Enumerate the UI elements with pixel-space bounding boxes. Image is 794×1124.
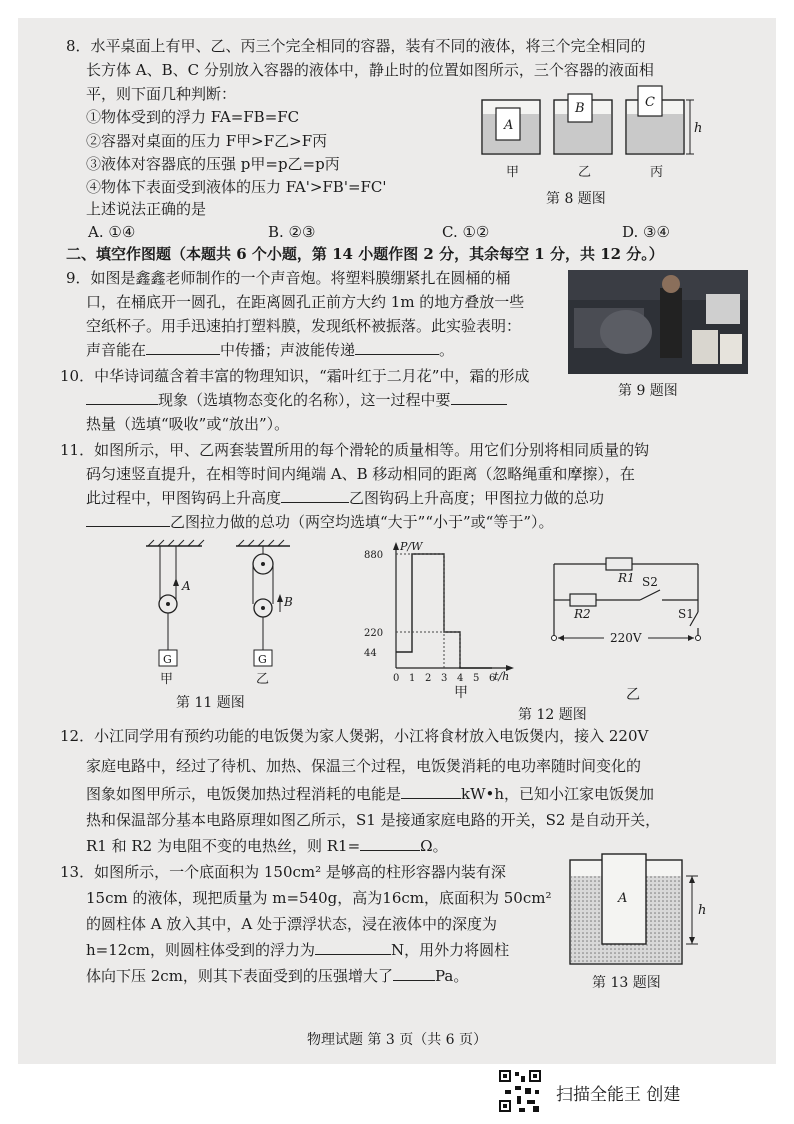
q12-text-c: R1 和 R2 为电阻不变的电热丝，则 R1= — [86, 837, 361, 855]
label-jia: 甲 — [506, 165, 520, 180]
switch-s2 — [640, 590, 660, 600]
q8-line3: 平，则下面几种判断： — [86, 85, 237, 103]
r1-label: R1 — [618, 571, 635, 585]
q9-text-a: 声音能在 — [86, 341, 147, 359]
q12-text-b: kW•h，已知小江家电饭煲加 — [461, 785, 655, 803]
label-a: A — [182, 579, 191, 593]
q8-line1: 8．水平桌面上有甲、乙、丙三个完全相同的容器，装有不同的液体，将三个完全相同的 — [66, 37, 646, 55]
s2-label: S2 — [642, 575, 658, 589]
y-axis-label: P/W — [400, 540, 423, 553]
q8-statement-3: ③液体对容器底的压强 p甲=p乙=p丙 — [86, 155, 340, 173]
q11-blank-1[interactable] — [281, 488, 349, 503]
x-tick-label: 6 — [489, 673, 496, 684]
x-tick-label: 3 — [441, 673, 448, 684]
qr-code-icon — [497, 1068, 547, 1114]
resistor-r1 — [606, 558, 632, 570]
q8-option-b: B. ②③ — [268, 223, 316, 241]
q12-blank-1[interactable] — [401, 784, 461, 799]
x-tick-label: 2 — [425, 673, 432, 684]
q11-line3 — [86, 488, 604, 508]
q11-line4 — [86, 512, 554, 532]
q11-text-b: 乙图钩码上升高度；甲图拉力做的总功 — [349, 489, 605, 507]
q8-figure-caption: 第 8 题图 — [546, 191, 606, 207]
q13-line2: 15cm 的液体，现把质量为 m=540g，高为16cm，底面积为 50cm² — [86, 889, 552, 907]
q12-blank-2[interactable] — [360, 836, 420, 851]
y-tick-label: 220 — [364, 628, 384, 639]
q9-blank-1[interactable] — [146, 340, 220, 355]
label-b: B — [284, 595, 293, 609]
q9-line4 — [86, 340, 454, 360]
q12-label-yi: 乙 — [626, 687, 640, 703]
q12-line3 — [86, 784, 654, 804]
q13-text-b: N，用外力将圆柱 — [390, 941, 510, 959]
label-bing: 丙 — [650, 165, 664, 180]
q8-option-a: A. ①④ — [88, 223, 136, 241]
q13-figure — [566, 852, 726, 970]
q11-figure-caption: 第 11 题图 — [176, 695, 245, 711]
q9-text-b: 中传播；声波能传递 — [220, 341, 356, 359]
x-tick-label: 0 — [393, 673, 400, 684]
q13-blank-1[interactable] — [315, 940, 391, 955]
q8-figure — [478, 84, 708, 184]
q9-line1: 9．如图是鑫鑫老师制作的一个声音炮。将塑料膜绷紧扎在圆桶的桶 — [66, 269, 511, 287]
q11-blank-2[interactable] — [86, 512, 170, 527]
q11-text-c: 乙图拉力做的总功（两空均选填“大于”“小于”或“等于”）。 — [170, 513, 554, 531]
resistor-r2 — [570, 594, 596, 606]
q12-figure-caption: 第 12 题图 — [518, 707, 587, 723]
q10-blank-1[interactable] — [86, 390, 158, 405]
q12-line4: 热和保温部分基本电路原理如图乙所示，S1 是接通家庭电路的开关，S2 是自动开关， — [86, 811, 661, 829]
x-tick-label: 4 — [457, 673, 464, 684]
label-jia-fig11: 甲 — [160, 672, 174, 687]
q13-figure-caption: 第 13 题图 — [592, 975, 661, 991]
block-a-label: A — [504, 118, 514, 133]
q9-blank-2[interactable] — [355, 340, 439, 355]
q9-text-c: 。 — [439, 341, 455, 359]
page-footer: 物理试题 第 3 页（共 6 页） — [306, 1032, 488, 1048]
q13-line5 — [86, 966, 468, 986]
cylinder-a-label: A — [618, 891, 628, 906]
q9-line3: 空纸杯子。用手迅速拍打塑料膜，发现纸杯被振落。此实验表明： — [86, 317, 522, 335]
q10-line2 — [86, 390, 507, 410]
q8-prompt: 上述说法正确的是 — [86, 200, 207, 218]
q10-line3: 热量（选填“吸收”或“放出”）。 — [86, 415, 290, 433]
weight-jia-label: G — [163, 653, 172, 666]
q11-text-a: 此过程中，甲图钩码上升高度 — [86, 489, 282, 507]
x-tick-label: 5 — [473, 673, 480, 684]
q11-figure — [138, 538, 308, 688]
q12-line2: 家庭电路中，经过了待机、加热、保温三个过程，电饭煲消耗的电功率随时间变化的 — [86, 757, 642, 775]
x-tick-label: 1 — [409, 673, 416, 684]
q13-line4 — [86, 940, 509, 960]
weight-yi-label: G — [258, 653, 267, 666]
q8-statement-1: ①物体受到的浮力 FA=FB=FC — [86, 108, 300, 126]
q12-label-jia: 甲 — [454, 685, 468, 701]
block-b-label: B — [575, 101, 585, 116]
q10-line1: 10．中华诗词蕴含着丰富的物理知识，“霜叶红于二月花”中，霜的形成 — [60, 367, 530, 385]
q13-line3: 的圆柱体 A 放入其中，A 处于漂浮状态，浸在液体中的深度为 — [86, 915, 497, 933]
q8-statement-4: ④物体下表面受到液体的压力 FA'>FB'=FC' — [86, 178, 387, 196]
q11-line1: 11．如图所示，甲、乙两套装置所用的每个滑轮的质量相等。用它们分别将相同质量的钩 — [60, 441, 650, 459]
y-tick-label: 880 — [364, 550, 384, 561]
q13-text-d: Pa。 — [434, 967, 469, 985]
q11-line2: 码匀速竖直提升，在相等时间内绳端 A、B 移动相同的距离（忽略绳重和摩擦），在 — [86, 465, 635, 483]
q12-chart — [360, 540, 520, 690]
arrow-a — [173, 578, 179, 586]
q13-text-c: 体向下压 2cm，则其下表面受到的压强增大了 — [86, 967, 393, 985]
s1-label: S1 — [678, 607, 694, 621]
y-tick-label: 44 — [364, 648, 377, 659]
label-yi: 乙 — [578, 165, 592, 180]
q8-line2: 长方体 A、B、C 分别放入容器的液体中，静止时的位置如图所示，三个容器的液面相 — [86, 61, 654, 79]
r2-label: R2 — [574, 607, 591, 621]
voltage-label: 220V — [610, 631, 642, 645]
section-2-title: 二、填空作图题（本题共 6 个小题，第 14 小题作图 2 分，其余每空 1 分，共 12 分。） — [66, 245, 664, 263]
arrow-b — [277, 594, 283, 602]
label-yi-fig11: 乙 — [256, 672, 270, 687]
q8-option-c: C. ①② — [442, 223, 490, 241]
q9-figure-caption: 第 9 题图 — [618, 383, 678, 399]
q10-blank-2[interactable] — [451, 390, 507, 405]
q12-line5 — [86, 836, 448, 856]
q12-circuit — [540, 546, 710, 658]
q12-line1: 12．小江同学用有预约功能的电饭煲为家人煲粥，小江将食材放入电饭煲内，接入 220V — [60, 727, 649, 745]
q12-text-d: Ω。 — [420, 837, 448, 855]
x-axis-label: t/h — [494, 670, 510, 683]
q13-text-a: h=12cm，则圆柱体受到的浮力为 — [86, 941, 315, 959]
q9-line2: 口，在桶底开一圆孔，在距离圆孔正前方大约 1m 的地方叠放一些 — [86, 293, 525, 311]
q13-line1: 13．如图所示，一个底面积为 150cm² 是够高的柱形容器内装有深 — [60, 863, 506, 881]
h-label: h — [694, 121, 703, 136]
block-c-label: C — [645, 95, 655, 110]
q8-option-d: D. ③④ — [622, 223, 670, 241]
q10-text: 现象（选填物态变化的名称），这一过程中要 — [158, 391, 451, 409]
q12-text-a: 图象如图甲所示，电饭煲加热过程消耗的电能是 — [86, 785, 402, 803]
q9-photo — [568, 270, 748, 374]
q8-statement-2: ②容器对桌面的压力 F甲>F乙>F丙 — [86, 132, 328, 150]
liquid-bing — [627, 114, 683, 153]
scanner-watermark-text: 扫描全能王 创建 — [556, 1085, 681, 1105]
h-label-13: h — [698, 903, 707, 918]
q13-blank-2[interactable] — [393, 966, 435, 981]
